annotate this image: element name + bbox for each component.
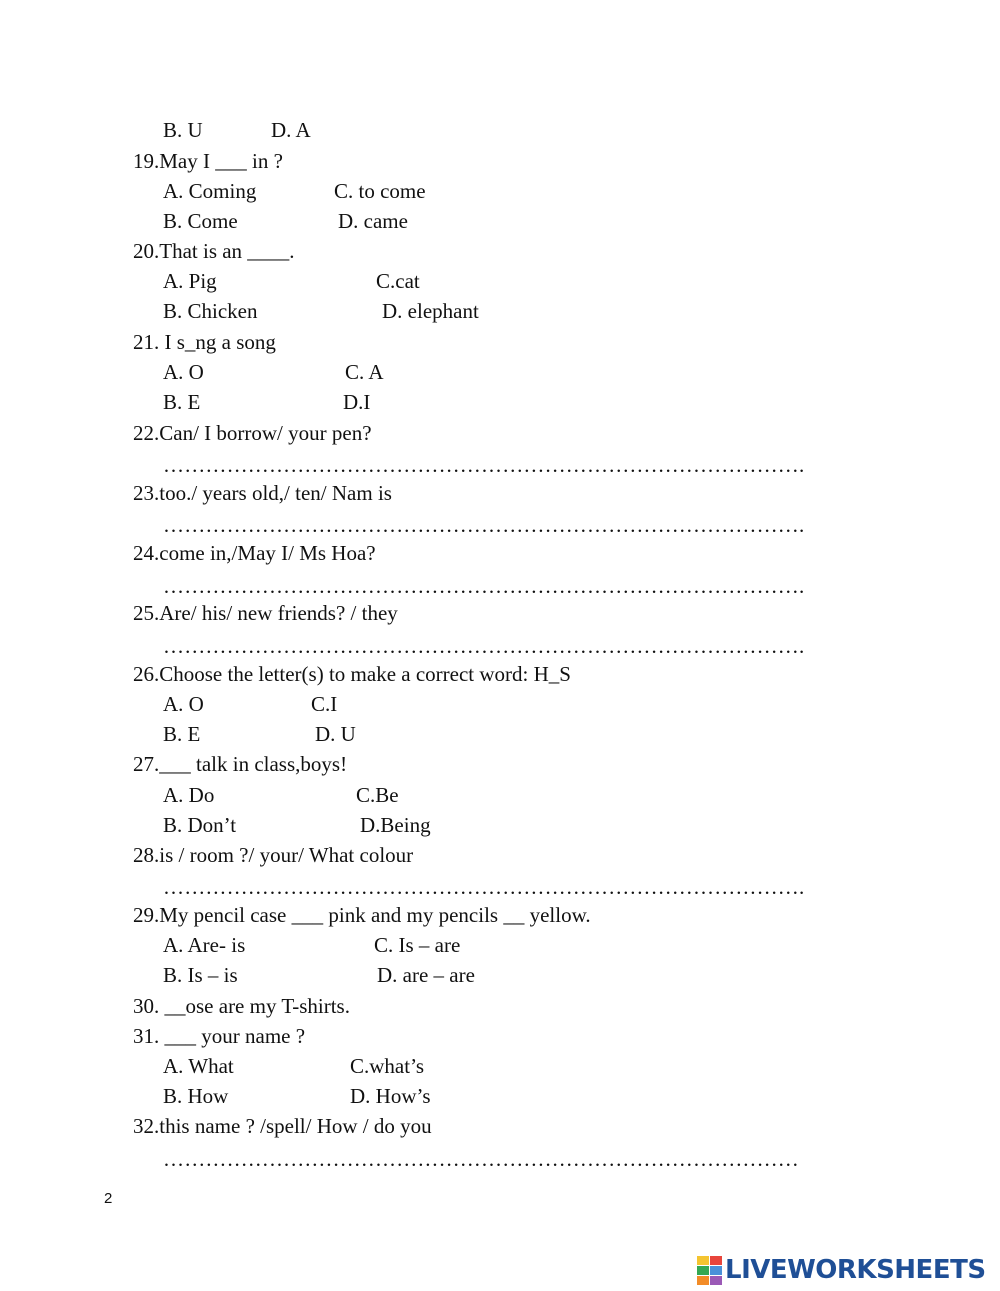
question-29: 29.My pencil case ___ pink and my pencils __ yellow. [133, 903, 591, 927]
answer-line-25[interactable]: ………………………………………………………………………………. [163, 634, 805, 658]
question-24: 24.come in,/May I/ Ms Hoa? [133, 541, 376, 565]
option-d: D.Being [360, 813, 431, 837]
option-c: C.I [311, 692, 338, 716]
option-a: A. Coming [163, 179, 257, 203]
answer-line-22[interactable]: ………………………………………………………………………………. [163, 453, 805, 477]
option-a: A. Are- is [163, 933, 246, 957]
option-b: B. E [163, 390, 201, 414]
option-b: B. E [163, 722, 201, 746]
answer-line-23[interactable]: ………………………………………………………………………………. [163, 513, 805, 537]
option-d: D. are – are [377, 963, 475, 987]
option-b: B. How [163, 1084, 229, 1108]
liveworksheets-logo [697, 1253, 986, 1287]
page-number: 2 [104, 1190, 113, 1207]
option-b: B. Come [163, 209, 238, 233]
question-30: 30. __ose are my T-shirts. [133, 994, 350, 1018]
question-28: 28.is / room ?/ your/ What colour [133, 843, 414, 867]
answer-line-32[interactable]: ……………………………………………………………………………… [163, 1147, 799, 1171]
option-d: D. How’s [350, 1084, 431, 1108]
option-a: A. What [163, 1054, 234, 1078]
option-c: C. A [345, 360, 384, 384]
question-31: 31. ___ your name ? [133, 1024, 306, 1048]
question-20: 20.That is an ____. [133, 239, 295, 263]
option-a: A. Pig [163, 269, 217, 293]
answer-line-24[interactable]: ………………………………………………………………………………. [163, 574, 805, 598]
option-c: C. Is – are [374, 933, 461, 957]
option-a: A. O [163, 360, 204, 384]
option-b: B. Is – is [163, 963, 238, 987]
question-26: 26.Choose the letter(s) to make a correct word: H_S [133, 662, 571, 686]
option-d: D. A [271, 118, 311, 142]
logo-blocks-icon [697, 1256, 722, 1285]
question-32: 32.this name ? /spell/ How / do you [133, 1114, 432, 1138]
option-c: C.what’s [350, 1054, 425, 1078]
question-22: 22.Can/ I borrow/ your pen? [133, 421, 372, 445]
option-d: D. U [315, 722, 356, 746]
option-d: D.I [343, 390, 371, 414]
option-d: D. came [338, 209, 408, 233]
option-a: A. Do [163, 783, 215, 807]
question-27: 27.___ talk in class,boys! [133, 752, 348, 776]
option-a: A. O [163, 692, 204, 716]
option-b: B. Chicken [163, 299, 258, 323]
question-19: 19.May I ___ in ? [133, 149, 283, 173]
option-c: C. to come [334, 179, 426, 203]
option-c: C.Be [356, 783, 399, 807]
question-23: 23.too./ years old,/ ten/ Nam is [133, 481, 392, 505]
question-21: 21. I s_ng a song [133, 330, 276, 354]
logo-text: LIVEWORKSHEETS [725, 1255, 986, 1285]
option-c: C.cat [376, 269, 420, 293]
question-25: 25.Are/ his/ new friends? / they [133, 601, 398, 625]
option-b: B. Don’t [163, 813, 237, 837]
option-b: B. U [163, 118, 203, 142]
option-d: D. elephant [382, 299, 479, 323]
answer-line-28[interactable]: ………………………………………………………………………………. [163, 875, 805, 899]
